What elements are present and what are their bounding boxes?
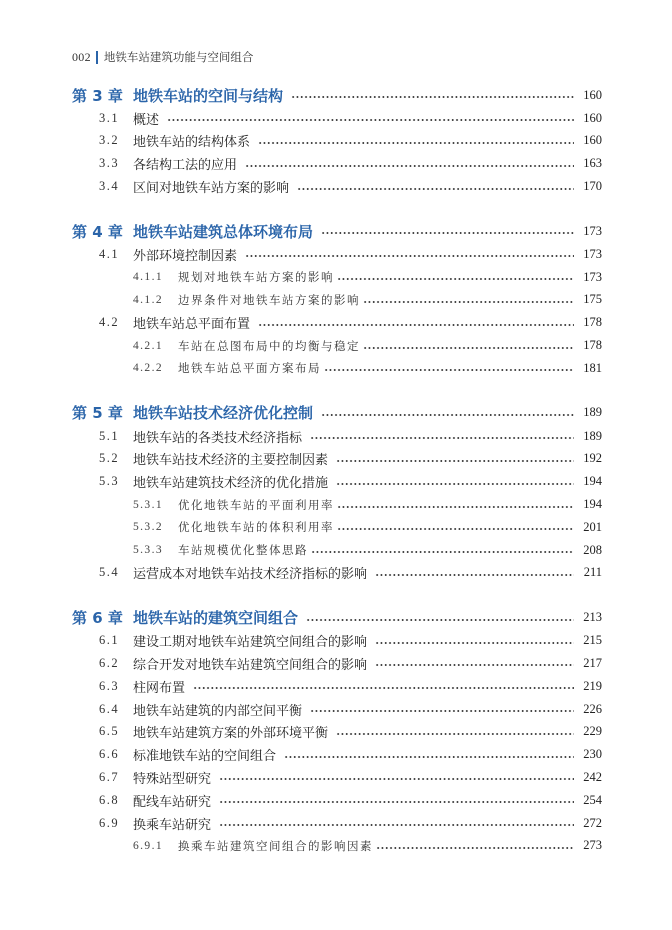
toc-section-entry: [72, 107, 602, 130]
toc-section-entry: [72, 720, 602, 743]
section-title: 柱网布置: [133, 680, 186, 696]
section-number: 4.1: [99, 246, 120, 261]
page-number: 173: [583, 223, 602, 238]
subsection-number: 5.3.3: [133, 544, 163, 557]
section-number: 6.3: [99, 678, 120, 693]
toc-subsection-entry: [72, 289, 602, 312]
page-number: 178: [583, 315, 602, 330]
toc-chapter-entry: [72, 606, 602, 630]
section-title: 地铁车站建筑方案的外部环境平衡: [133, 726, 329, 742]
toc-chapter-entry: [72, 401, 602, 425]
section-number: 5.4: [99, 565, 120, 580]
chapter-title: 地铁车站的空间与结构: [133, 86, 284, 105]
page-number: 175: [583, 292, 602, 307]
section-title: 地铁车站建筑的内部空间平衡: [133, 703, 303, 719]
subsection-title: 车站规模优化整体思路: [178, 543, 308, 558]
chapter-title: 地铁车站的建筑空间组合: [133, 609, 299, 628]
page-number: 160: [583, 133, 602, 148]
dot-leader: [321, 231, 574, 235]
section-title: 换乘车站研究: [133, 817, 212, 833]
dot-leader: [167, 118, 574, 122]
toc-section-entry: [72, 652, 602, 675]
page-number: 201: [583, 519, 602, 534]
page-number: 208: [583, 542, 602, 557]
section-number: 3.4: [99, 179, 120, 194]
chapter-number: 第 4 章: [72, 222, 123, 241]
toc-section-entry: [72, 743, 602, 766]
dot-leader: [363, 300, 574, 304]
page-number: 181: [583, 360, 602, 375]
dot-leader: [336, 482, 574, 486]
page-number: 170: [583, 179, 602, 194]
header-page-number: 002: [72, 49, 91, 64]
subsection-title: 规划对地铁车站方案的影响: [178, 270, 334, 285]
dot-leader: [310, 709, 574, 713]
chapter-block: [72, 219, 602, 379]
page-number: 215: [583, 633, 602, 648]
section-title: 建设工期对地铁车站建筑空间组合的影响: [133, 635, 368, 651]
section-title: 地铁车站的各类技术经济指标: [133, 430, 303, 446]
page-number: 229: [583, 724, 602, 739]
dot-leader: [336, 732, 574, 736]
page-number: 272: [583, 815, 602, 830]
toc-section-entry: [72, 311, 602, 334]
dot-leader: [219, 777, 574, 781]
dot-leader: [310, 436, 574, 440]
dot-leader: [321, 413, 574, 417]
page-number: 173: [583, 246, 602, 261]
section-number: 3.3: [99, 156, 120, 171]
toc-section-entry: [72, 562, 602, 585]
subsection-number: 5.3.1: [133, 498, 163, 511]
section-number: 6.1: [99, 633, 120, 648]
section-number: 6.2: [99, 655, 120, 670]
toc-section-entry: [72, 766, 602, 789]
section-title: 各结构工法的应用: [133, 158, 238, 174]
header-divider: [96, 51, 98, 64]
toc-section-entry: [72, 698, 602, 721]
page-number: 173: [583, 269, 602, 284]
section-title: 外部环境控制因素: [133, 248, 238, 264]
toc-subsection-entry: [72, 539, 602, 562]
toc-section-entry: [72, 152, 602, 175]
section-number: 3.2: [99, 133, 120, 148]
toc-section-entry: [72, 470, 602, 493]
running-header: [72, 49, 253, 65]
page-number: 160: [583, 87, 602, 102]
section-number: 5.3: [99, 474, 120, 489]
page-number: 213: [583, 610, 602, 625]
dot-leader: [193, 686, 574, 690]
subsection-number: 4.1.2: [133, 293, 163, 306]
toc-chapter-entry: [72, 83, 602, 107]
dot-leader: [311, 550, 574, 554]
toc-section-entry: [72, 629, 602, 652]
toc-section-entry: [72, 243, 602, 266]
toc-subsection-entry: [72, 493, 602, 516]
section-title: 运营成本对地铁车站技术经济指标的影响: [133, 567, 368, 583]
section-number: 3.1: [99, 110, 120, 125]
page-number: 242: [583, 769, 602, 784]
subsection-number: 4.1.1: [133, 271, 163, 284]
subsection-title: 边界条件对地铁车站方案的影响: [178, 292, 360, 307]
dot-leader: [336, 459, 574, 463]
dot-leader: [245, 254, 574, 258]
subsection-title: 换乘车站建筑空间组合的影响因素: [178, 838, 373, 853]
dot-leader: [337, 505, 574, 509]
chapter-block: [72, 83, 602, 198]
section-title: 区间对地铁车站方案的影响: [133, 181, 290, 197]
subsection-number: 4.2.1: [133, 339, 163, 352]
dot-leader: [375, 573, 574, 577]
dot-leader: [284, 755, 574, 759]
page-number: 230: [583, 747, 602, 762]
page-number: 178: [583, 338, 602, 353]
chapter-title: 地铁车站技术经济优化控制: [133, 404, 314, 423]
dot-leader: [337, 277, 574, 281]
toc-subsection-entry: [72, 516, 602, 539]
chapter-block: [72, 606, 602, 857]
dot-leader: [291, 95, 574, 99]
dot-leader: [337, 527, 574, 531]
toc-subsection-entry: [72, 834, 602, 857]
toc-subsection-entry: [72, 334, 602, 357]
page-number: 189: [583, 405, 602, 420]
section-number: 4.2: [99, 315, 120, 330]
section-number: 6.8: [99, 792, 120, 807]
toc-chapter-entry: [72, 219, 602, 243]
chapter-block: [72, 401, 602, 584]
dot-leader: [258, 323, 574, 327]
toc-section-entry: [72, 130, 602, 153]
section-title: 地铁车站技术经济的主要控制因素: [133, 453, 329, 469]
section-number: 5.2: [99, 451, 120, 466]
page-number: 194: [583, 497, 602, 511]
subsection-number: 4.2.2: [133, 362, 163, 375]
subsection-title: 地铁车站总平面方案布局: [178, 361, 321, 376]
section-number: 6.5: [99, 724, 120, 739]
section-title: 概述: [133, 112, 160, 128]
page-number: 219: [583, 678, 602, 693]
page-number: 254: [583, 792, 602, 807]
subsection-title: 优化地铁车站的平面利用率: [178, 497, 334, 512]
dot-leader: [245, 164, 574, 168]
toc-section-entry: [72, 425, 602, 448]
chapter-number: 第 5 章: [72, 404, 123, 423]
chapter-title: 地铁车站建筑总体环境布局: [133, 222, 314, 241]
dot-leader: [219, 823, 574, 827]
dot-leader: [375, 663, 574, 667]
page-number: 163: [583, 156, 602, 171]
toc-subsection-entry: [72, 357, 602, 380]
dot-leader: [324, 368, 574, 372]
toc-section-entry: [72, 448, 602, 471]
page-number: 160: [583, 110, 602, 125]
subsection-title: 车站在总图布局中的均衡与稳定: [178, 338, 360, 353]
toc-subsection-entry: [72, 266, 602, 289]
section-number: 5.1: [99, 428, 120, 443]
subsection-number: 5.3.2: [133, 521, 163, 534]
section-title: 地铁车站总平面布置: [133, 317, 251, 333]
section-number: 6.7: [99, 769, 120, 784]
page-number: 217: [583, 655, 602, 670]
toc-section-entry: [72, 789, 602, 812]
chapter-number: 第 3 章: [72, 86, 123, 105]
section-title: 综合开发对地铁车站建筑空间组合的影响: [133, 657, 368, 673]
page-number: 211: [583, 565, 602, 580]
section-number: 6.4: [99, 701, 120, 716]
dot-leader: [306, 618, 574, 622]
subsection-title: 优化地铁车站的体积利用率: [178, 520, 334, 535]
dot-leader: [258, 141, 574, 145]
section-title: 配线车站研究: [133, 794, 212, 810]
section-title: 地铁车站建筑技术经济的优化措施: [133, 476, 329, 492]
section-title: 地铁车站的结构体系: [133, 135, 251, 151]
chapter-number: 第 6 章: [72, 609, 123, 628]
table-of-contents: [72, 83, 602, 857]
page-number: 189: [583, 428, 602, 443]
dot-leader: [375, 641, 574, 645]
toc-section-entry: [72, 812, 602, 835]
section-number: 6.9: [99, 815, 120, 830]
header-book-title: 地铁车站建筑功能与空间组合: [103, 50, 254, 64]
dot-leader: [219, 800, 574, 804]
toc-section-entry: [72, 675, 602, 698]
page-number: 273: [583, 838, 602, 853]
dot-leader: [363, 346, 574, 350]
subsection-number: 6.9.1: [133, 839, 163, 852]
dot-leader: [297, 187, 574, 191]
page-number: 192: [583, 451, 602, 466]
section-title: 标准地铁车站的空间组合: [133, 749, 277, 765]
section-number: 6.6: [99, 747, 120, 762]
page-number: 226: [583, 701, 602, 716]
page-number: 194: [583, 474, 602, 489]
dot-leader: [376, 846, 574, 850]
section-title: 特殊站型研究: [133, 771, 212, 787]
toc-section-entry: [72, 175, 602, 198]
